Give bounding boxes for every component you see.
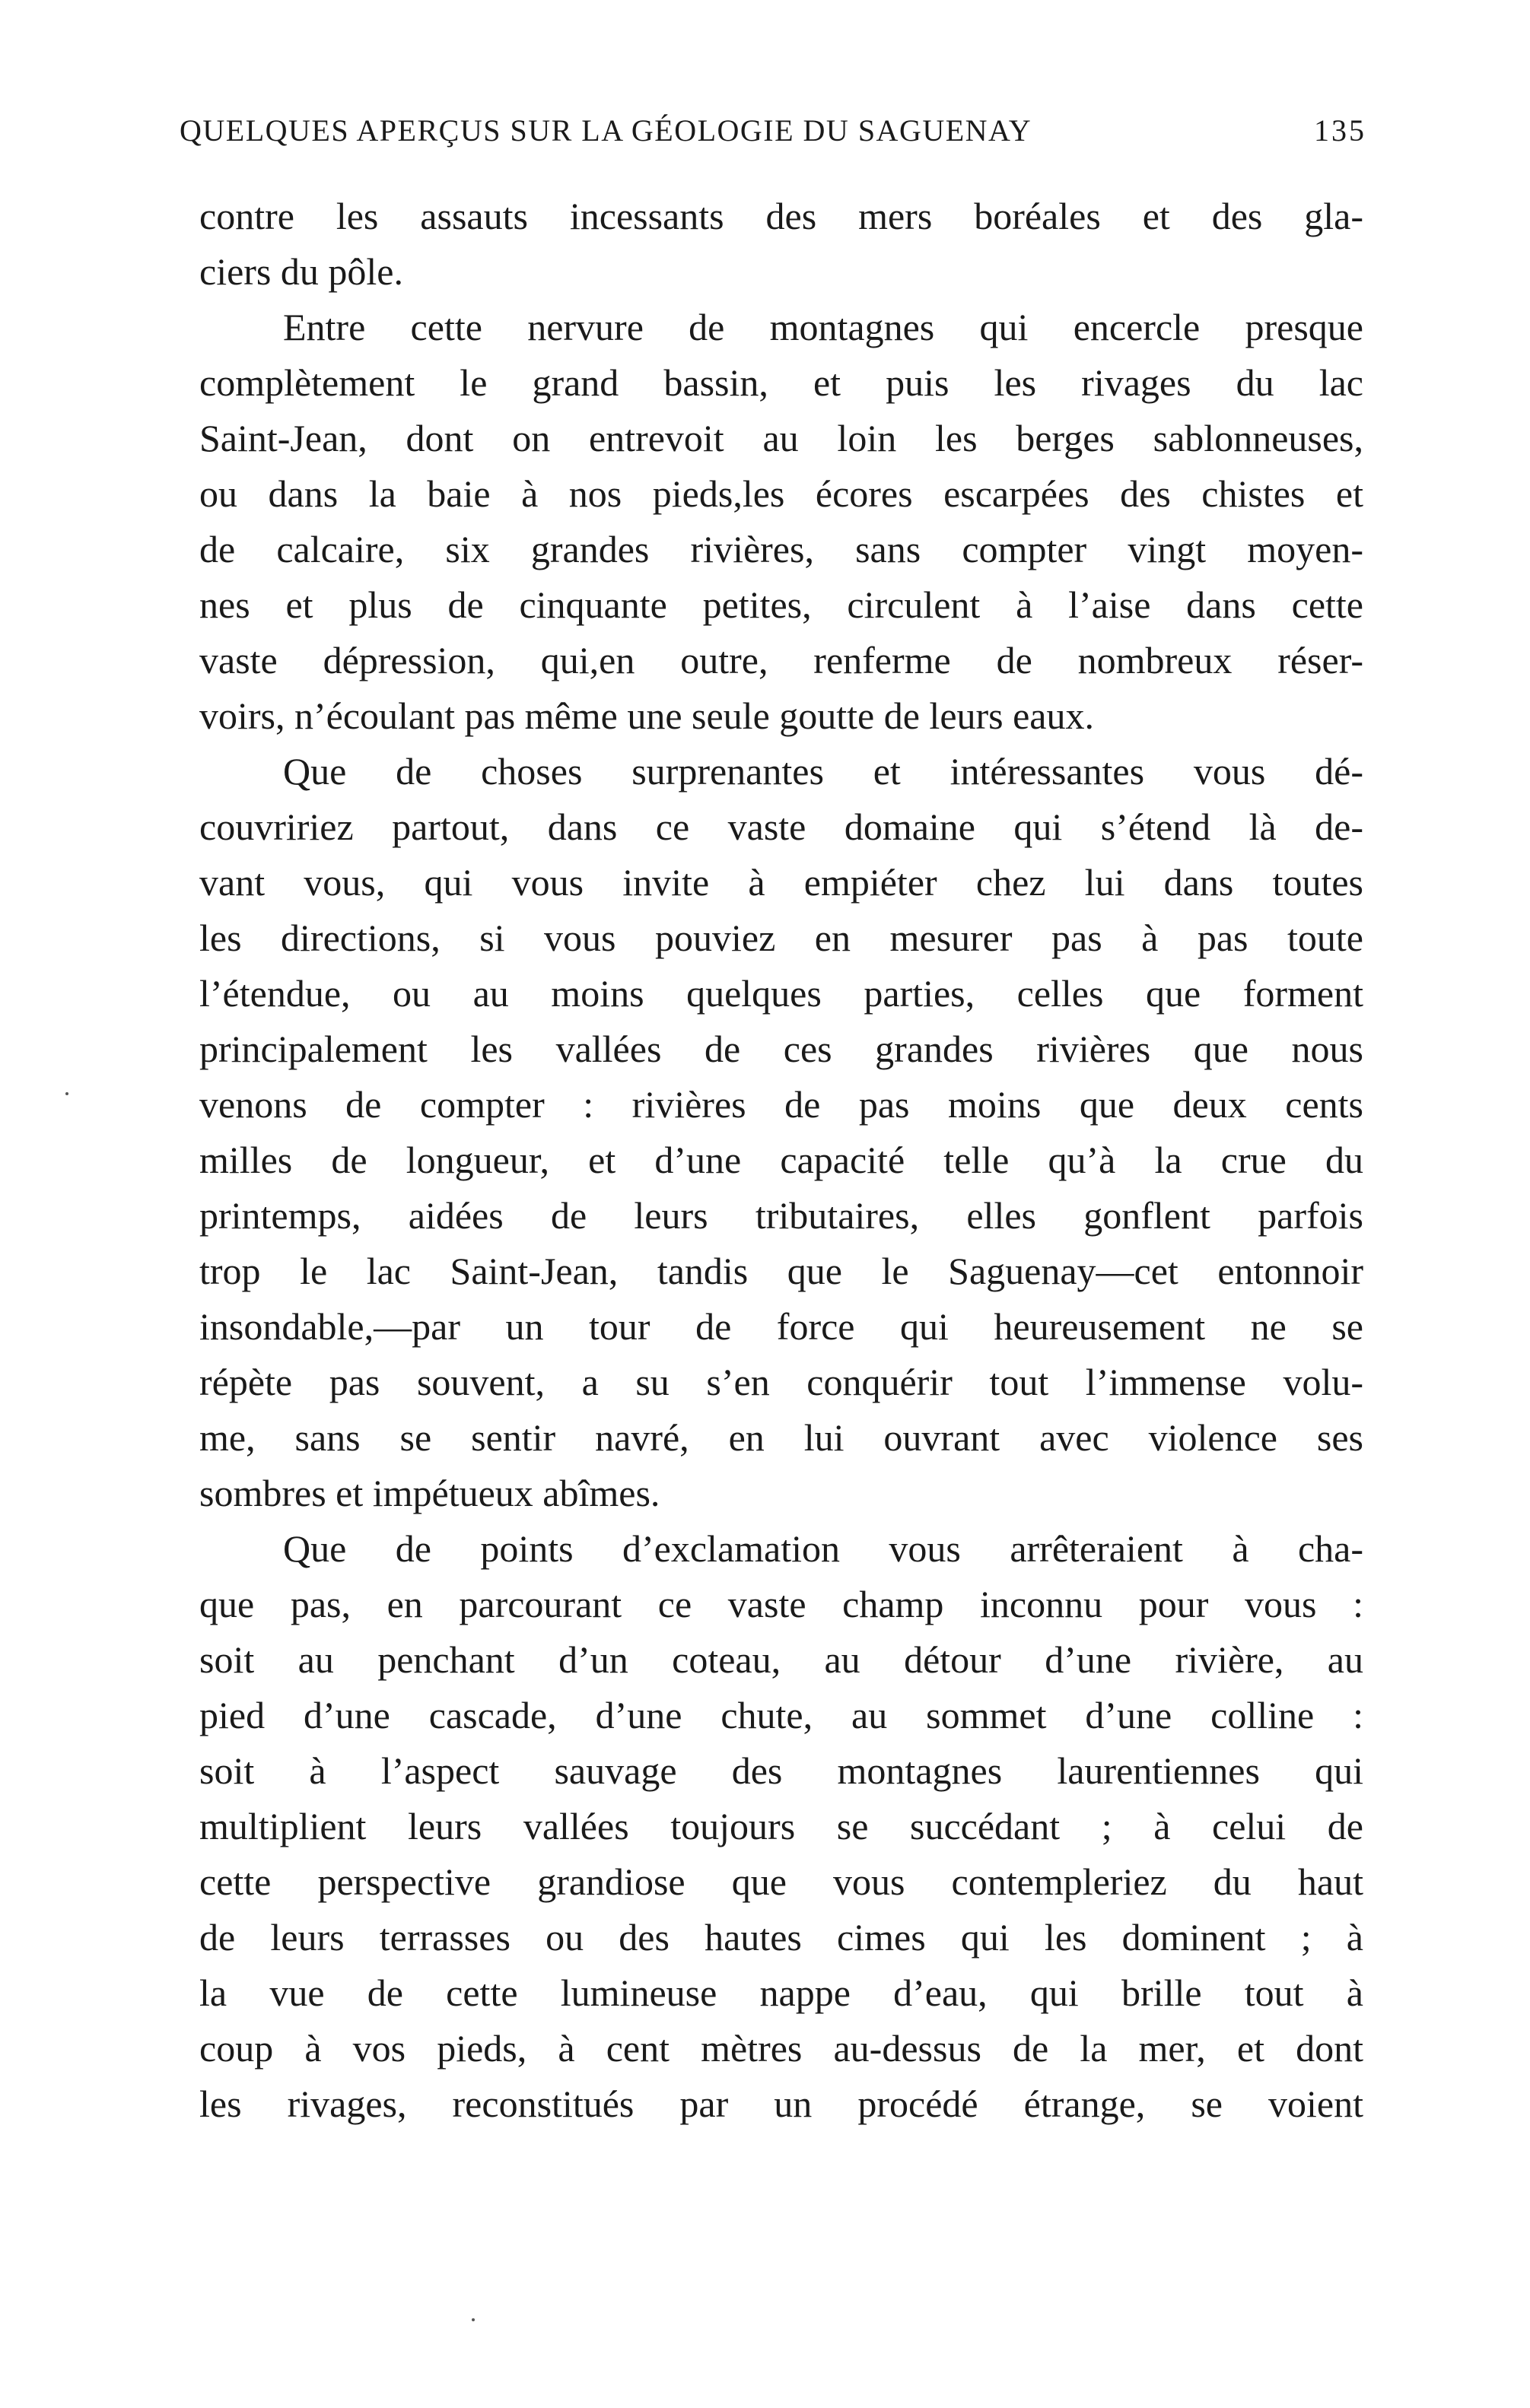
text-line: Que de points d’exclamation vous arrêteraient à cha-	[283, 1527, 1363, 1570]
text-line: de calcaire, six grandes rivières, sans compter vingt moyen-	[199, 528, 1363, 570]
text-line: les rivages, reconstitués par un procédé étrange, se voient	[199, 2082, 1363, 2125]
text-line: ciers du pôle.	[199, 250, 403, 293]
text-line: coup à vos pieds, à cent mètres au-dessus de la mer, et dont	[199, 2027, 1363, 2070]
text-line: contre les assauts incessants des mers boréales et des gla-	[199, 195, 1363, 237]
print-speck	[472, 2318, 475, 2321]
text-line: milles de longueur, et d’une capacité telle qu’à la crue du	[199, 1139, 1363, 1181]
text-line: vant vous, qui vous invite à empiéter chez lui dans toutes	[199, 861, 1363, 904]
running-head	[180, 113, 1366, 158]
text-line: venons de compter : rivières de pas moins que deux cents	[199, 1083, 1363, 1126]
text-line: les directions, si vous pouviez en mesurer pas à pas toute	[199, 917, 1363, 959]
text-line: de leurs terrasses ou des hautes cimes qui les dominent ; à	[199, 1916, 1363, 1958]
text-line: insondable,—par un tour de force qui heureusement ne se	[199, 1305, 1363, 1348]
text-line: soit au penchant d’un coteau, au détour d’une rivière, au	[199, 1638, 1363, 1681]
text-line: me, sans se sentir navré, en lui ouvrant avec violence ses	[199, 1416, 1363, 1459]
text-line: Saint-Jean, dont on entrevoit au loin les berges sablonneuses,	[199, 417, 1363, 459]
text-line: vaste dépression, qui,en outre, renferme de nombreux réser-	[199, 639, 1363, 681]
text-line: l’étendue, ou au moins quelques parties, celles que forment	[199, 972, 1363, 1015]
text-line: la vue de cette lumineuse nappe d’eau, qui brille tout à	[199, 1971, 1363, 2014]
text-line: couvririez partout, dans ce vaste domaine qui s’étend là de-	[199, 805, 1363, 848]
text-line: sombres et impétueux abîmes.	[199, 1472, 660, 1514]
text-line: Que de choses surprenantes et intéressantes vous dé-	[283, 750, 1363, 793]
text-line: que pas, en parcourant ce vaste champ inconnu pour vous :	[199, 1583, 1363, 1625]
text-line: voirs, n’écoulant pas même une seule goutte de leurs eaux.	[199, 694, 1095, 737]
text-line: printemps, aidées de leurs tributaires, elles gonflent parfois	[199, 1194, 1363, 1237]
text-line: complètement le grand bassin, et puis les rivages du lac	[199, 361, 1363, 404]
text-line: principalement les vallées de ces grandes rivières que nous	[199, 1028, 1363, 1070]
text-line: Entre cette nervure de montagnes qui encercle presque	[283, 306, 1363, 348]
text-line: nes et plus de cinquante petites, circulent à l’aise dans cette	[199, 583, 1363, 626]
print-speck	[65, 1092, 68, 1095]
text-line: soit à l’aspect sauvage des montagnes laurentiennes qui	[199, 1749, 1363, 1792]
text-line: trop le lac Saint-Jean, tandis que le Saguenay—cet entonnoir	[199, 1250, 1363, 1292]
text-line: répète pas souvent, a su s’en conquérir tout l’immense volu-	[199, 1361, 1363, 1403]
text-line: multiplient leurs vallées toujours se succédant ; à celui de	[199, 1805, 1363, 1847]
running-head-title: QUELQUES APERÇUS SUR LA GÉOLOGIE DU SAGUENAY	[180, 113, 1032, 148]
body-text	[199, 189, 1363, 2132]
page-number: 135	[1314, 113, 1366, 148]
text-line: cette perspective grandiose que vous contempleriez du haut	[199, 1860, 1363, 1903]
text-line: pied d’une cascade, d’une chute, au sommet d’une colline :	[199, 1694, 1363, 1736]
text-line: ou dans la baie à nos pieds,les écores escarpées des chistes et	[199, 472, 1363, 515]
